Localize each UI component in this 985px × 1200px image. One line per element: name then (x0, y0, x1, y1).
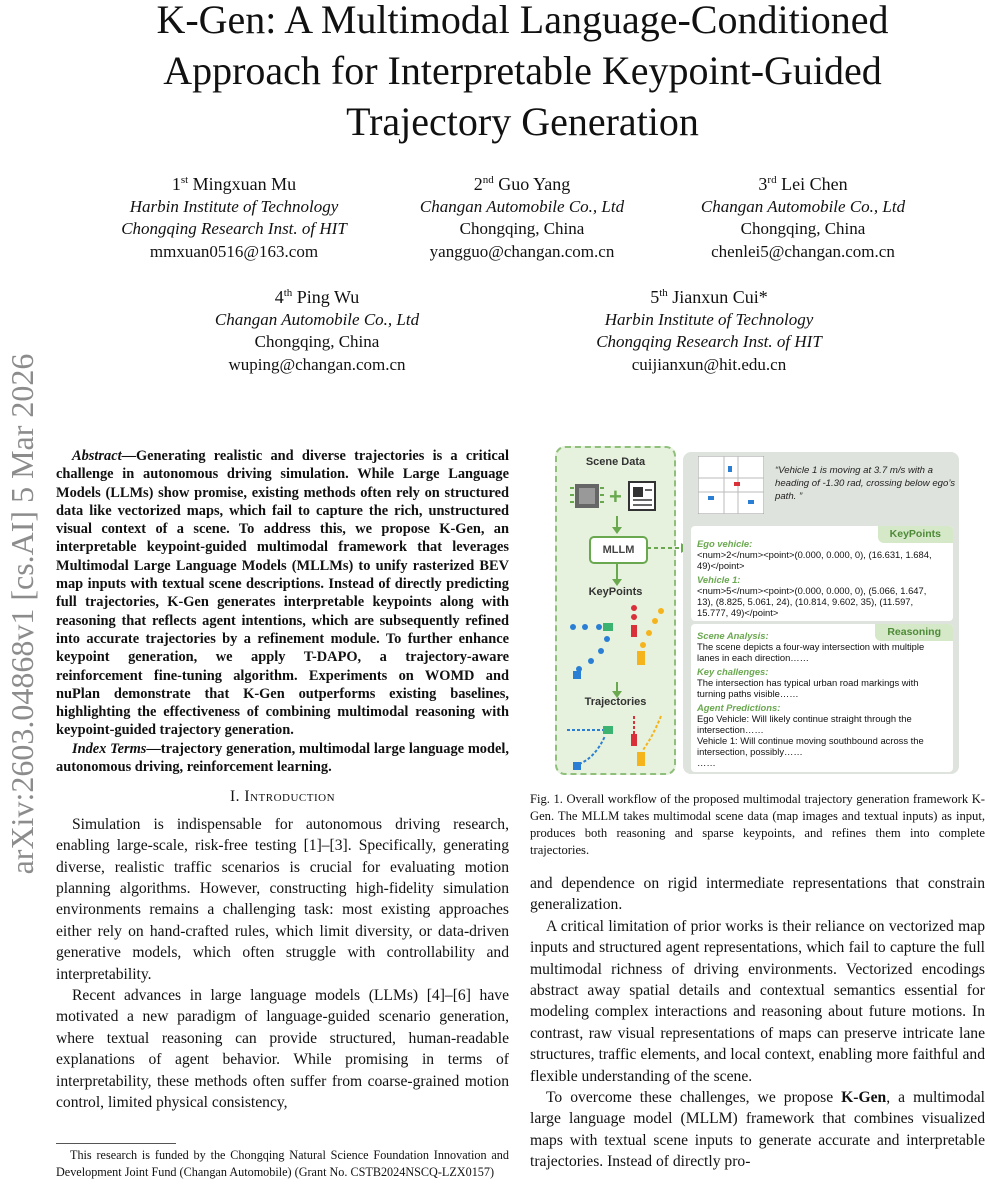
key-challenges-text: The intersection has typical urban road markings with turning paths visible…… (697, 677, 919, 699)
author-ordinal-suffix: st (180, 174, 189, 186)
reasoning-output-box (691, 624, 953, 772)
agent-predictions-label: Agent Predictions: (697, 702, 781, 713)
p4-text-end: , a multimodal large language model (MLLM) framework that combines visualized maps with textual scene inputs to generate accurate and interpretable trajectories. Instead of directly pro- (530, 1089, 985, 1171)
left-column (56, 447, 509, 1113)
title-line-2: Approach for Interpretable Keypoint-Guided (163, 48, 882, 93)
author-affiliation: Harbin Institute of Technology (129, 196, 339, 216)
author-email[interactable]: chenlei5@changan.com.cn (711, 241, 895, 261)
paper-title (60, 0, 985, 147)
title-line-1: K-Gen: A Multimodal Language-Conditioned (156, 0, 889, 42)
reasoning-tag: Reasoning (875, 624, 953, 641)
author-ordinal: 5 (650, 287, 660, 307)
scene-description-quote: “Vehicle 1 is moving at 3.7 m/s with a heading of -1.30 rad, crossing below ego’s path. ” (775, 465, 956, 502)
section-heading (56, 786, 509, 807)
author-affiliation-2: Chongqing Research Inst. of HIT (121, 219, 347, 238)
author-name: Ping Wu (296, 287, 360, 307)
author-ordinal-suffix: th (659, 287, 668, 299)
arxiv-identifier[interactable]: arXiv:2603.04868v1 [cs.AI] 5 Mar 2026 (4, 353, 40, 875)
plus-icon: + (609, 484, 622, 509)
keypoints-plot-icon (565, 603, 669, 683)
scene-data-label: Scene Data (585, 456, 646, 468)
section-title: Introduction (244, 788, 336, 806)
author-name: Guo Yang (498, 174, 571, 194)
author-email[interactable]: mmxuan0516@163.com (149, 241, 319, 261)
author-affiliation: Changan Automobile Co., Ltd (700, 196, 906, 216)
keypoints-tag: KeyPoints (878, 526, 953, 543)
ego-vehicle-keypoints: <num>2</num><point>(0.000, 0.000, 0), (16.631, 1.684, 49)</point> (697, 549, 932, 571)
keypoints-label: KeyPoints (588, 586, 643, 598)
author-ordinal-suffix: nd (482, 174, 494, 186)
reasoning-ellipsis: …… (697, 757, 716, 768)
down-arrow-icon (616, 564, 618, 580)
figure-caption: Fig. 1. Overall workflow of the proposed multimodal trajectory generation framework K-Gen. The MLLM takes multimodal scene data (map images and textual inputs) as input, produces both reasoning and sparse keypoints, and refines them into complete trajectories. (530, 792, 985, 857)
map-and-text-input-icons (567, 478, 667, 514)
author-block-3 (638, 169, 968, 263)
scene-analysis-text: The scene depicts a four-way intersection with multiple lanes in each direction…… (697, 641, 925, 663)
scene-analysis-label: Scene Analysis: (697, 630, 769, 641)
author-ordinal: 1 (171, 174, 181, 194)
agent-prediction-ego: Ego Vehicle: Will likely continue straight through the intersection…… (697, 713, 912, 735)
continuation-paragraph: and dependence on rigid intermediate representations that constrain generalization. (530, 875, 985, 914)
author-email[interactable]: wuping@changan.com.cn (228, 354, 406, 374)
author-affiliation: Changan Automobile Co., Ltd (419, 196, 625, 216)
chip-icon (570, 484, 604, 508)
intro-paragraph-3: A critical limitation of prior works is their reliance on vectorized map inputs and structured agent representations, which fail to capture the full multimodal richness of driving environments. Vectorized encodings abstract away spatial details and contextual semantics essential for modeling complex interactions and reasoning about future motions. In contrast, raw visual representations of maps can preserve intricate lane structures, traffic elements, and local context, enabling more faithful and flexible understanding of the scene. (530, 917, 985, 1085)
author-block-5 (544, 282, 874, 376)
kgen-bold: K-Gen (841, 1089, 887, 1107)
down-arrow-icon (616, 682, 618, 692)
author-location: Chongqing, China (740, 219, 866, 238)
author-ordinal-suffix: th (283, 287, 293, 299)
p4-text-start: To overcome these challenges, we propose (546, 1089, 842, 1107)
intro-paragraph-1: Simulation is indispensable for autonomous driving research, enabling large-scale, risk-free testing [1]–[3]. Specifically, generating diverse, realistic traffic scenarios is crucial for evaluating motion planning algorithms. However, constructing high-fidelity simulation environments remains a challenging task: most existing approaches either rely on hand-crafted rules, which limit diversity, or data-driven generative models, which often struggle with controllability and interpretability. (56, 815, 509, 983)
trajectories-label: Trajectories (584, 696, 647, 708)
author-name: Mingxuan Mu (192, 174, 297, 194)
author-location: Chongqing, China (254, 332, 380, 351)
author-email[interactable]: cuijianxun@hit.edu.cn (631, 354, 787, 374)
figure-1 (553, 446, 963, 773)
author-email[interactable]: yangguo@changan.com.cn (429, 241, 615, 261)
footnote-rule (56, 1143, 176, 1144)
vehicle-1-keypoints: <num>5</num><point>(0.000, 0.000, 0), (5.066, 1.647, 13), (8.825, 5.061, 24), (10.814, 9.602, 35), (11.597, 15.777, 49)</point> (697, 585, 927, 618)
author-block-4 (152, 282, 482, 376)
key-challenges-label: Key challenges: (697, 666, 769, 677)
index-terms-text: —trajectory generation, multimodal large language model, autonomous driving, reinforcement learning. (56, 740, 509, 776)
agent-prediction-vehicle-1: Vehicle 1: Will continue moving southbound across the intersection, possibly…… (697, 735, 924, 757)
author-name: Lei Chen (781, 174, 848, 194)
index-terms-label: Index Terms (72, 740, 147, 757)
scene-data-panel (555, 446, 676, 775)
funding-footnote: This research is funded by the Chongqing Natural Science Foundation Innovation and Development Joint Fund (Changan Automobile) (Grant No. CSTB2024NSCQ-LZX0157) (56, 1148, 509, 1179)
author-affiliation: Harbin Institute of Technology (604, 309, 814, 329)
abstract-label: Abstract (72, 448, 122, 464)
author-affiliation: Changan Automobile Co., Ltd (214, 309, 420, 329)
down-arrow-icon (616, 516, 618, 528)
bev-map-thumbnail (698, 456, 764, 514)
author-block-1 (69, 169, 399, 263)
abstract (56, 447, 509, 776)
author-ordinal-suffix: rd (767, 174, 777, 186)
author-affiliation-2: Chongqing Research Inst. of HIT (596, 332, 822, 351)
ego-vehicle-label: Ego vehicle: (697, 538, 753, 549)
author-ordinal: 3 (758, 174, 768, 194)
intro-paragraph-2: Recent advances in large language models (LLMs) [4]–[6] have motivated a new paradigm of language-guided scenario generation, where textual reasoning can provide structured, human-readable explanations of agent behavior. While promising in terms of interpretability, these methods often suffer from coarse-grained motion control, limited physical consistency, (56, 987, 509, 1112)
author-name: Jianxun Cui* (672, 287, 768, 307)
author-location: Chongqing, China (459, 219, 585, 238)
author-ordinal: 4 (274, 287, 284, 307)
right-column (530, 873, 985, 1173)
keypoints-output-box (691, 526, 953, 621)
section-number: I. (229, 788, 241, 806)
vehicle-1-label: Vehicle 1: (697, 574, 741, 585)
text-document-icon (629, 482, 655, 510)
abstract-text: —Generating realistic and diverse trajectories is a critical challenge in autonomous driving simulation. While Large Language Models (LLMs) show promise, existing methods often rely on structured data like vectorized maps, which fail to capture the rich, unstructured visual context of a scene. To address this, we propose K-Gen, an interpretable keypoint-guided multimodal framework that leverages Multimodal Large Language Models (MLLMs) to unify rasterized BEV map inputs with textual scene descriptions. Instead of directly predicting full trajectories, K-Gen generates interpretable keypoints along with reasoning that reflects agent intentions, which are subsequently refined into accurate trajectories by a refinement module. To further enhance keypoint generation, we apply T-DAPO, a trajectory-aware reinforcement fine-tuning algorithm. Experiments on WOMD and nuPlan demonstrate that K-Gen outperforms existing baselines, highlighting the effectiveness of combining multimodal reasoning with keypoint-guided trajectory generation. (56, 448, 509, 739)
intro-paragraph-4 (530, 1087, 985, 1173)
trajectories-plot-icon (565, 714, 669, 772)
title-line-3: Trajectory Generation (346, 99, 699, 144)
author-ordinal: 2 (473, 174, 483, 194)
mllm-block: MLLM (589, 536, 648, 564)
